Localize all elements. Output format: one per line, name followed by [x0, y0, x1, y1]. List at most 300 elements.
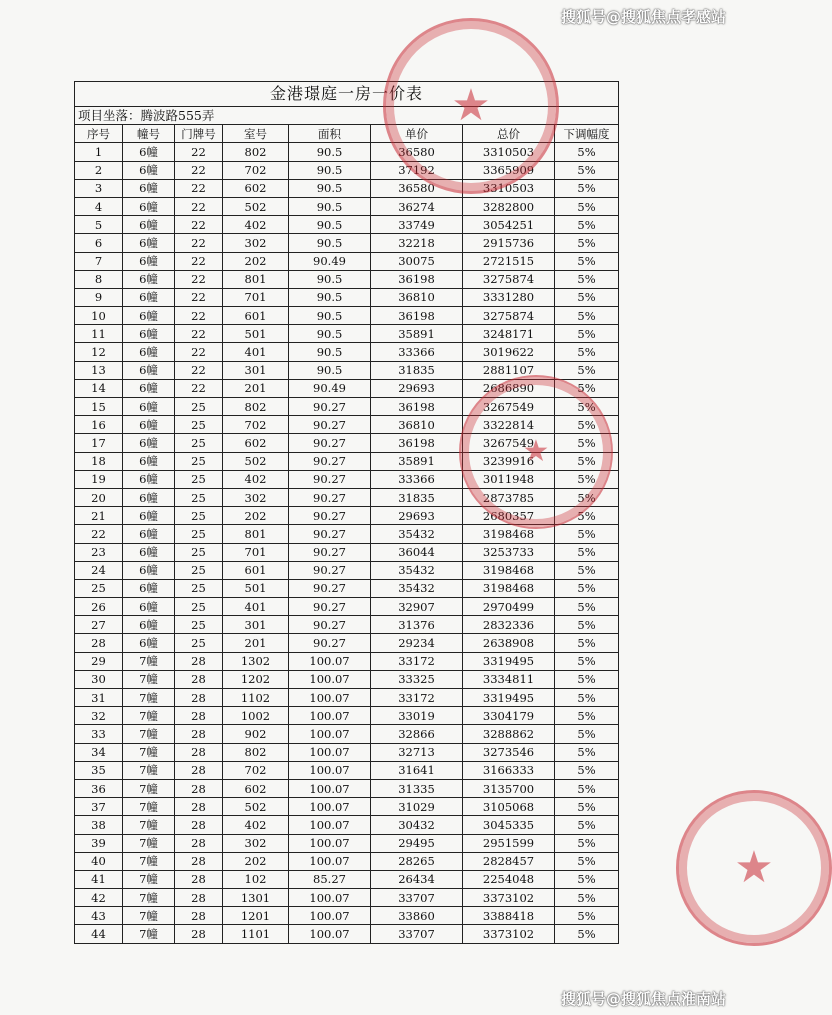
header-door: 门牌号 [175, 125, 223, 143]
cell-room: 1002 [223, 707, 289, 725]
cell-index: 40 [75, 852, 123, 870]
cell-index: 22 [75, 525, 123, 543]
cell-reduction: 5% [555, 707, 619, 725]
cell-index: 33 [75, 725, 123, 743]
cell-unit-price: 35432 [371, 525, 463, 543]
cell-total-price: 2951599 [463, 834, 555, 852]
cell-room: 301 [223, 361, 289, 379]
cell-total-price: 3253733 [463, 543, 555, 561]
cell-door: 22 [175, 343, 223, 361]
cell-door: 28 [175, 707, 223, 725]
cell-room: 602 [223, 779, 289, 797]
cell-unit-price: 37192 [371, 161, 463, 179]
cell-total-price: 2638908 [463, 634, 555, 652]
cell-door: 25 [175, 398, 223, 416]
cell-area: 90.5 [289, 234, 371, 252]
cell-building: 7幢 [123, 889, 175, 907]
cell-unit-price: 29495 [371, 834, 463, 852]
cell-total-price: 3166333 [463, 761, 555, 779]
cell-unit-price: 36044 [371, 543, 463, 561]
cell-reduction: 5% [555, 325, 619, 343]
cell-unit-price: 33749 [371, 216, 463, 234]
cell-unit-price: 36810 [371, 288, 463, 306]
table-row [75, 870, 619, 888]
cell-door: 25 [175, 634, 223, 652]
cell-total-price: 3365909 [463, 161, 555, 179]
cell-index: 15 [75, 398, 123, 416]
cell-reduction: 5% [555, 234, 619, 252]
cell-area: 90.27 [289, 470, 371, 488]
cell-total-price: 2915736 [463, 234, 555, 252]
cell-index: 1 [75, 143, 123, 161]
cell-building: 6幢 [123, 398, 175, 416]
cell-room: 302 [223, 234, 289, 252]
table-row [75, 579, 619, 597]
cell-building: 7幢 [123, 761, 175, 779]
cell-unit-price: 33172 [371, 689, 463, 707]
cell-reduction: 5% [555, 616, 619, 634]
cell-room: 202 [223, 507, 289, 525]
cell-building: 7幢 [123, 907, 175, 925]
table-row [75, 616, 619, 634]
cell-area: 90.27 [289, 488, 371, 506]
cell-area: 90.5 [289, 325, 371, 343]
cell-building: 6幢 [123, 143, 175, 161]
cell-unit-price: 32713 [371, 743, 463, 761]
cell-door: 25 [175, 525, 223, 543]
cell-building: 6幢 [123, 488, 175, 506]
cell-door: 25 [175, 434, 223, 452]
cell-room: 302 [223, 488, 289, 506]
cell-total-price: 2832336 [463, 616, 555, 634]
cell-unit-price: 35891 [371, 325, 463, 343]
cell-reduction: 5% [555, 761, 619, 779]
cell-room: 502 [223, 798, 289, 816]
cell-door: 28 [175, 816, 223, 834]
cell-unit-price: 33366 [371, 343, 463, 361]
cell-index: 9 [75, 288, 123, 306]
cell-door: 25 [175, 579, 223, 597]
cell-door: 28 [175, 689, 223, 707]
table-row [75, 325, 619, 343]
cell-total-price: 3319495 [463, 652, 555, 670]
table-row [75, 852, 619, 870]
cell-reduction: 5% [555, 579, 619, 597]
cell-area: 100.07 [289, 834, 371, 852]
official-seal-bottom [676, 790, 832, 946]
cell-index: 3 [75, 179, 123, 197]
cell-reduction: 5% [555, 779, 619, 797]
cell-unit-price: 35432 [371, 561, 463, 579]
cell-unit-price: 33325 [371, 670, 463, 688]
cell-door: 22 [175, 143, 223, 161]
cell-room: 202 [223, 852, 289, 870]
cell-building: 6幢 [123, 161, 175, 179]
cell-building: 6幢 [123, 234, 175, 252]
cell-door: 22 [175, 270, 223, 288]
cell-total-price: 2970499 [463, 598, 555, 616]
table-body [75, 143, 619, 943]
cell-unit-price: 36274 [371, 197, 463, 215]
cell-reduction: 5% [555, 816, 619, 834]
header-unit-price: 单价 [371, 125, 463, 143]
cell-reduction: 5% [555, 398, 619, 416]
cell-room: 601 [223, 561, 289, 579]
cell-building: 7幢 [123, 689, 175, 707]
cell-room: 802 [223, 743, 289, 761]
cell-room: 402 [223, 216, 289, 234]
cell-total-price: 2828457 [463, 852, 555, 870]
cell-unit-price: 32866 [371, 725, 463, 743]
cell-total-price: 3334811 [463, 670, 555, 688]
table-row [75, 307, 619, 325]
cell-area: 100.07 [289, 852, 371, 870]
header-reduction: 下调幅度 [555, 125, 619, 143]
cell-room: 301 [223, 616, 289, 634]
cell-total-price: 3198468 [463, 525, 555, 543]
cell-area: 90.27 [289, 561, 371, 579]
cell-total-price: 3319495 [463, 689, 555, 707]
cell-total-price: 3373102 [463, 925, 555, 943]
cell-reduction: 5% [555, 598, 619, 616]
cell-total-price: 3011948 [463, 470, 555, 488]
cell-index: 25 [75, 579, 123, 597]
cell-unit-price: 36198 [371, 434, 463, 452]
cell-unit-price: 33366 [371, 470, 463, 488]
cell-building: 7幢 [123, 816, 175, 834]
cell-area: 100.07 [289, 907, 371, 925]
cell-building: 6幢 [123, 288, 175, 306]
cell-index: 37 [75, 798, 123, 816]
cell-reduction: 5% [555, 870, 619, 888]
cell-unit-price: 33172 [371, 652, 463, 670]
cell-index: 5 [75, 216, 123, 234]
cell-room: 502 [223, 197, 289, 215]
cell-building: 6幢 [123, 252, 175, 270]
cell-area: 100.07 [289, 652, 371, 670]
cell-total-price: 3198468 [463, 579, 555, 597]
table-row [75, 743, 619, 761]
table-row [75, 907, 619, 925]
table-row [75, 652, 619, 670]
cell-room: 801 [223, 525, 289, 543]
cell-room: 1201 [223, 907, 289, 925]
cell-room: 402 [223, 470, 289, 488]
table-row [75, 689, 619, 707]
table-row [75, 834, 619, 852]
cell-door: 22 [175, 325, 223, 343]
cell-index: 36 [75, 779, 123, 797]
watermark-bottom: 搜狐号@搜狐焦点淮南站 [560, 990, 726, 1008]
header-area: 面积 [289, 125, 371, 143]
cell-room: 702 [223, 761, 289, 779]
cell-index: 18 [75, 452, 123, 470]
cell-index: 8 [75, 270, 123, 288]
cell-total-price: 3248171 [463, 325, 555, 343]
cell-total-price: 3304179 [463, 707, 555, 725]
cell-door: 28 [175, 670, 223, 688]
table-row [75, 761, 619, 779]
cell-index: 4 [75, 197, 123, 215]
table-row [75, 707, 619, 725]
cell-unit-price: 29693 [371, 379, 463, 397]
cell-building: 6幢 [123, 598, 175, 616]
cell-building: 6幢 [123, 634, 175, 652]
cell-index: 32 [75, 707, 123, 725]
cell-unit-price: 31029 [371, 798, 463, 816]
cell-room: 402 [223, 816, 289, 834]
cell-door: 28 [175, 907, 223, 925]
cell-total-price: 3105068 [463, 798, 555, 816]
cell-index: 26 [75, 598, 123, 616]
cell-area: 90.27 [289, 543, 371, 561]
cell-door: 22 [175, 179, 223, 197]
cell-area: 90.5 [289, 161, 371, 179]
cell-unit-price: 33707 [371, 925, 463, 943]
cell-index: 30 [75, 670, 123, 688]
cell-total-price: 2254048 [463, 870, 555, 888]
cell-index: 7 [75, 252, 123, 270]
cell-unit-price: 31835 [371, 488, 463, 506]
cell-area: 90.5 [289, 343, 371, 361]
cell-total-price: 3045335 [463, 816, 555, 834]
cell-building: 7幢 [123, 725, 175, 743]
cell-room: 1302 [223, 652, 289, 670]
cell-door: 28 [175, 852, 223, 870]
seal-star-icon: ★ [734, 842, 774, 893]
cell-building: 6幢 [123, 470, 175, 488]
cell-total-price: 3322814 [463, 416, 555, 434]
cell-total-price: 3282800 [463, 197, 555, 215]
cell-unit-price: 31641 [371, 761, 463, 779]
cell-reduction: 5% [555, 434, 619, 452]
seal-star-icon: ★ [522, 434, 550, 469]
cell-room: 602 [223, 434, 289, 452]
cell-area: 100.07 [289, 743, 371, 761]
cell-reduction: 5% [555, 143, 619, 161]
cell-reduction: 5% [555, 416, 619, 434]
cell-building: 7幢 [123, 707, 175, 725]
table-row [75, 216, 619, 234]
cell-index: 17 [75, 434, 123, 452]
cell-area: 90.27 [289, 525, 371, 543]
cell-reduction: 5% [555, 543, 619, 561]
cell-unit-price: 30432 [371, 816, 463, 834]
cell-building: 7幢 [123, 834, 175, 852]
cell-reduction: 5% [555, 689, 619, 707]
cell-unit-price: 36198 [371, 307, 463, 325]
cell-area: 90.5 [289, 288, 371, 306]
cell-reduction: 5% [555, 652, 619, 670]
cell-building: 6幢 [123, 525, 175, 543]
table-row [75, 670, 619, 688]
cell-building: 6幢 [123, 307, 175, 325]
cell-unit-price: 26434 [371, 870, 463, 888]
cell-door: 22 [175, 307, 223, 325]
cell-area: 100.07 [289, 761, 371, 779]
cell-index: 41 [75, 870, 123, 888]
watermark-top: 搜狐号@搜狐焦点孝感站 [560, 8, 726, 26]
official-seal-top [383, 18, 559, 194]
cell-building: 6幢 [123, 616, 175, 634]
cell-total-price: 3275874 [463, 307, 555, 325]
cell-index: 13 [75, 361, 123, 379]
cell-room: 1102 [223, 689, 289, 707]
cell-area: 100.07 [289, 798, 371, 816]
cell-total-price: 3135700 [463, 779, 555, 797]
cell-area: 90.5 [289, 197, 371, 215]
cell-building: 7幢 [123, 925, 175, 943]
cell-building: 6幢 [123, 325, 175, 343]
cell-index: 35 [75, 761, 123, 779]
cell-index: 11 [75, 325, 123, 343]
cell-reduction: 5% [555, 307, 619, 325]
cell-building: 6幢 [123, 216, 175, 234]
cell-unit-price: 36580 [371, 179, 463, 197]
table-row [75, 889, 619, 907]
cell-door: 22 [175, 161, 223, 179]
project-location: 项目坐落：腾波路555弄 [75, 107, 619, 125]
table-row [75, 252, 619, 270]
cell-total-price: 3275874 [463, 270, 555, 288]
cell-reduction: 5% [555, 670, 619, 688]
cell-reduction: 5% [555, 252, 619, 270]
cell-unit-price: 31335 [371, 779, 463, 797]
header-building: 幢号 [123, 125, 175, 143]
cell-reduction: 5% [555, 525, 619, 543]
cell-unit-price: 32218 [371, 234, 463, 252]
cell-room: 201 [223, 634, 289, 652]
table-row [75, 634, 619, 652]
cell-area: 100.07 [289, 925, 371, 943]
cell-door: 25 [175, 452, 223, 470]
cell-room: 701 [223, 288, 289, 306]
cell-area: 100.07 [289, 779, 371, 797]
cell-area: 100.07 [289, 816, 371, 834]
cell-total-price: 3310503 [463, 143, 555, 161]
cell-area: 100.07 [289, 889, 371, 907]
cell-area: 90.27 [289, 634, 371, 652]
cell-room: 102 [223, 870, 289, 888]
cell-total-price: 3373102 [463, 889, 555, 907]
cell-reduction: 5% [555, 379, 619, 397]
cell-building: 6幢 [123, 543, 175, 561]
cell-unit-price: 33707 [371, 889, 463, 907]
cell-unit-price: 36198 [371, 398, 463, 416]
cell-room: 802 [223, 143, 289, 161]
cell-index: 34 [75, 743, 123, 761]
cell-reduction: 5% [555, 216, 619, 234]
cell-area: 90.27 [289, 507, 371, 525]
cell-room: 702 [223, 416, 289, 434]
seal-star-icon: ★ [451, 80, 491, 131]
cell-total-price: 3331280 [463, 288, 555, 306]
cell-unit-price: 30075 [371, 252, 463, 270]
cell-index: 6 [75, 234, 123, 252]
table-row [75, 598, 619, 616]
cell-total-price: 2721515 [463, 252, 555, 270]
cell-total-price: 3019622 [463, 343, 555, 361]
cell-index: 39 [75, 834, 123, 852]
cell-building: 6幢 [123, 197, 175, 215]
cell-door: 28 [175, 652, 223, 670]
cell-total-price: 2873785 [463, 488, 555, 506]
cell-building: 6幢 [123, 561, 175, 579]
cell-unit-price: 36810 [371, 416, 463, 434]
cell-area: 100.07 [289, 707, 371, 725]
cell-index: 21 [75, 507, 123, 525]
cell-building: 7幢 [123, 852, 175, 870]
cell-room: 801 [223, 270, 289, 288]
cell-door: 25 [175, 598, 223, 616]
cell-area: 90.5 [289, 361, 371, 379]
cell-unit-price: 29693 [371, 507, 463, 525]
cell-door: 25 [175, 488, 223, 506]
cell-building: 7幢 [123, 779, 175, 797]
cell-room: 701 [223, 543, 289, 561]
cell-reduction: 5% [555, 907, 619, 925]
cell-building: 7幢 [123, 743, 175, 761]
cell-unit-price: 36580 [371, 143, 463, 161]
cell-total-price: 3198468 [463, 561, 555, 579]
cell-building: 7幢 [123, 670, 175, 688]
cell-index: 10 [75, 307, 123, 325]
cell-building: 6幢 [123, 416, 175, 434]
cell-door: 28 [175, 870, 223, 888]
cell-reduction: 5% [555, 507, 619, 525]
cell-door: 25 [175, 561, 223, 579]
cell-room: 502 [223, 452, 289, 470]
cell-total-price: 3388418 [463, 907, 555, 925]
cell-reduction: 5% [555, 161, 619, 179]
cell-index: 20 [75, 488, 123, 506]
cell-total-price: 3288862 [463, 725, 555, 743]
cell-area: 90.27 [289, 598, 371, 616]
cell-room: 401 [223, 343, 289, 361]
cell-area: 90.5 [289, 179, 371, 197]
cell-room: 201 [223, 379, 289, 397]
cell-building: 6幢 [123, 179, 175, 197]
cell-room: 501 [223, 579, 289, 597]
cell-reduction: 5% [555, 634, 619, 652]
cell-room: 501 [223, 325, 289, 343]
cell-area: 90.5 [289, 216, 371, 234]
cell-area: 90.27 [289, 434, 371, 452]
cell-door: 22 [175, 197, 223, 215]
cell-unit-price: 36198 [371, 270, 463, 288]
cell-total-price: 2686890 [463, 379, 555, 397]
cell-area: 90.27 [289, 579, 371, 597]
cell-total-price: 3310503 [463, 179, 555, 197]
cell-reduction: 5% [555, 743, 619, 761]
cell-index: 44 [75, 925, 123, 943]
cell-unit-price: 32907 [371, 598, 463, 616]
cell-index: 43 [75, 907, 123, 925]
cell-door: 28 [175, 834, 223, 852]
cell-total-price: 3054251 [463, 216, 555, 234]
cell-index: 38 [75, 816, 123, 834]
cell-room: 302 [223, 834, 289, 852]
cell-room: 1202 [223, 670, 289, 688]
cell-total-price: 3267549 [463, 434, 555, 452]
cell-index: 28 [75, 634, 123, 652]
header-index: 序号 [75, 125, 123, 143]
cell-building: 6幢 [123, 452, 175, 470]
cell-unit-price: 28265 [371, 852, 463, 870]
cell-reduction: 5% [555, 798, 619, 816]
cell-room: 401 [223, 598, 289, 616]
cell-total-price: 2881107 [463, 361, 555, 379]
